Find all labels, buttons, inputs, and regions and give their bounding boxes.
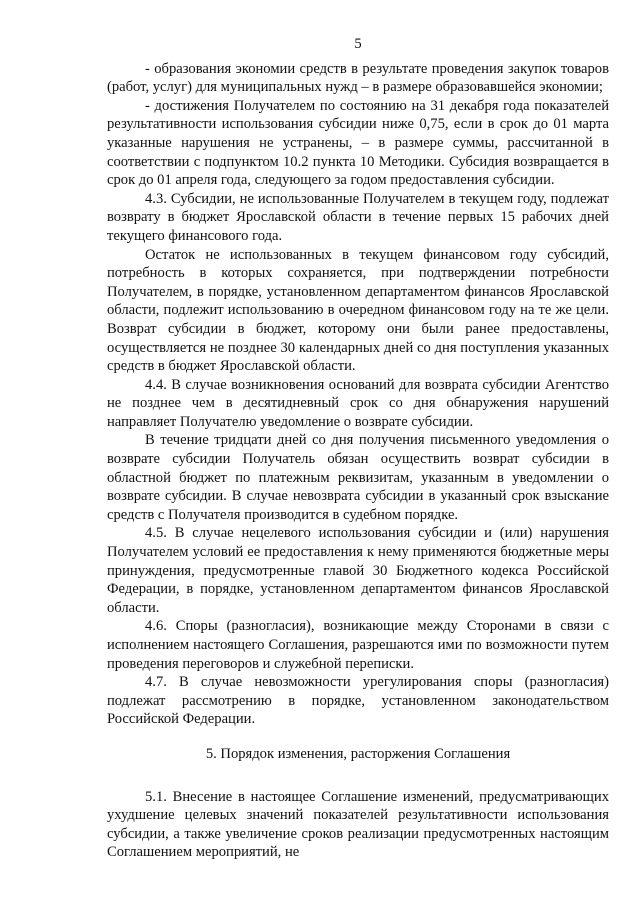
paragraph-savings: - образования экономии средств в результате проведения закупок товаров (работ, услуг) для муниципальных нужд – в размере образовавшейся экономии; bbox=[107, 60, 609, 96]
paragraph-4-3: 4.3. Субсидии, не использованные Получателем в текущем году, подлежат возврату в бюджет Ярославской области в течение первых 15 рабочих дней текущего финансового года. bbox=[107, 190, 609, 244]
paragraph-performance: - достижения Получателем по состоянию на 31 декабря года показателей результативности использования субсидии ниже 0,75, если в срок до 01 марта указанные нарушения не устранены, – в размере суммы, рассчитанной в соответствии с подпунктом 10.2 пункта 10 Методики. Субсидия возвращается в срок до 01 апреля года, следующего за годом предоставления субсидии. bbox=[107, 97, 609, 189]
paragraph-4-4: 4.4. В случае возникновения оснований для возврата субсидии Агентство не позднее чем в десятидневный срок со дня обнаружения нарушений направляет Получателю уведомление о возврате субсидии. bbox=[107, 376, 609, 430]
paragraph-4-7: 4.7. В случае невозможности урегулирования споры (разногласия) подлежат рассмотрению в порядке, установленном законодательством Российской Федерации. bbox=[107, 674, 609, 728]
paragraph-4-5: 4.5. В случае нецелевого использования субсидии и (или) нарушения Получателем условий ее предоставления к нему применяются бюджетные меры принуждения, предусмотренные главой 30 Бюджетного кодекса Российской Федерации, в порядке, установленном департаментом финансов Ярославской области. bbox=[107, 525, 609, 616]
paragraph-4-6: 4.6. Споры (разногласия), возникающие между Сторонами в связи с исполнением настоящего Соглашения, разрешаются ими по возможности путем проведения переговоров и служебной переписки. bbox=[107, 618, 609, 672]
section-heading: 5. Порядок изменения, расторжения Соглашения bbox=[205, 745, 511, 762]
document-page bbox=[107, 35, 609, 862]
paragraph-refund-deadline: В течение тридцати дней со дня получения письменного уведомления о возврате субсидии Получатель обязан осуществить возврат субсидии в областной бюджет по платежным реквизитам, указанным в уведомлении о возврате субсидии. В случае невозврата субсидии в указанный срок взыскание средств с Получателя производится в судебном порядке. bbox=[107, 432, 609, 523]
page-number: 5 bbox=[354, 36, 362, 52]
paragraph-5-1: 5.1. Внесение в настоящее Соглашение изменений, предусматривающих ухудшение целевых значений показателей результативности использования субсидии, а также увеличение сроков реализации предусмотренных настоящим Соглашением мероприятий, не bbox=[107, 788, 609, 861]
paragraph-remaining-subsidies: Остаток не использованных в текущем финансовом году субсидий, потребность в которых сохраняется, при подтверждении потребности Получателем, в порядке, установленном департаментом финансов Ярославской области, подлежит использованию в очередном финансовом году на те же цели. Возврат субсидии в бюджет, которому они были ранее предоставлены, осуществляется не позднее 30 календарных дней со дня поступления указанных средств в бюджет Ярославской области. bbox=[107, 246, 609, 375]
